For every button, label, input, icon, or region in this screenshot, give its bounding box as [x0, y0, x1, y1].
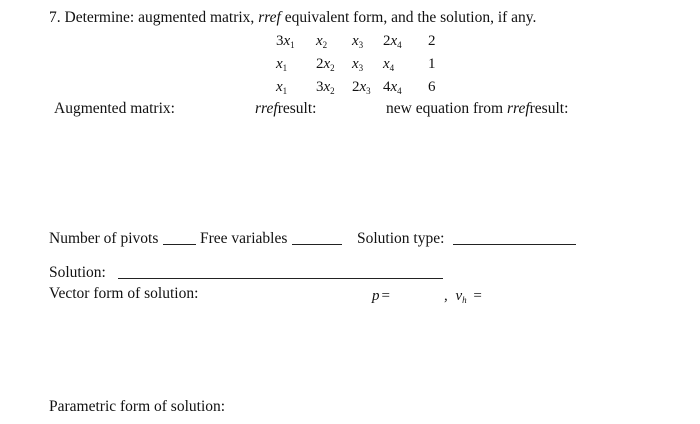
solution-type-label: Solution type: [357, 230, 445, 247]
parametric-form-label: Parametric form of solution: [49, 398, 226, 415]
term-variable: x [359, 79, 367, 95]
new-equation-suffix: result: [529, 100, 569, 117]
term-variable: x [352, 33, 359, 49]
solution-blank[interactable] [118, 278, 443, 279]
augmented-matrix-label: Augmented matrix: [54, 100, 175, 117]
term-subscript: 1 [282, 86, 288, 96]
new-equation-label [386, 100, 568, 118]
term-subscript: 1 [290, 40, 295, 50]
rref-result-italic: rref [255, 100, 278, 117]
p-equals [372, 287, 390, 305]
equation-term [316, 55, 335, 77]
term-coefficient: 2 [352, 79, 360, 95]
term-coefficient: 4 [383, 79, 391, 95]
pivots-blank[interactable] [163, 244, 196, 245]
vector-form-label: Vector form of solution: [49, 285, 199, 302]
term-variable: x [352, 56, 359, 72]
vh-symbol: v [455, 288, 463, 304]
pivots-label: Number of pivots [49, 230, 159, 247]
term-subscript: 3 [358, 63, 364, 73]
free-variables-label: Free variables [200, 230, 288, 247]
term-variable: x [276, 79, 283, 95]
term-subscript: 4 [397, 40, 402, 50]
term-variable: x [323, 79, 331, 95]
term-variable: x [283, 33, 291, 49]
vh-equals-sign: = [473, 288, 482, 304]
equation-term [383, 78, 402, 100]
equation-term [383, 32, 402, 54]
equation-term [276, 32, 295, 54]
term-variable: x [390, 33, 398, 49]
equation-term [352, 55, 363, 77]
term-variable: x [390, 79, 398, 95]
equation-rhs: 1 [428, 56, 436, 72]
term-subscript: 4 [389, 63, 395, 73]
equation-term [383, 55, 394, 77]
question-title [49, 9, 536, 27]
equation-term [276, 78, 287, 100]
solution-label: Solution: [49, 264, 106, 281]
term-subscript: 4 [397, 86, 402, 96]
question-suffix: equivalent form, and the solution, if any. [284, 9, 537, 26]
vh-subscript: h [462, 295, 467, 305]
rref-result-text: result: [277, 100, 317, 117]
term-coefficient: 2 [383, 33, 391, 49]
rref-result-label [255, 100, 316, 118]
equation-term [316, 78, 335, 100]
term-subscript: 3 [366, 86, 371, 96]
new-equation-prefix: new equation from [386, 100, 504, 117]
term-subscript: 2 [330, 86, 335, 96]
equation-term [352, 78, 371, 100]
equation-rhs: 2 [428, 33, 436, 49]
question-prefix: Determine: augmented matrix, [64, 9, 255, 26]
question-number: 7. [49, 9, 61, 26]
equation-term [352, 32, 363, 54]
equation-term [316, 32, 327, 54]
free-variables-blank[interactable] [292, 244, 342, 245]
vh-equals [444, 287, 482, 309]
solution-type-blank[interactable] [453, 244, 576, 245]
term-variable: x [383, 56, 390, 72]
term-coefficient: 3 [316, 79, 324, 95]
term-subscript: 2 [330, 63, 335, 73]
term-coefficient: 2 [316, 56, 324, 72]
p-equals-sign: = [381, 288, 390, 304]
p-symbol: p [372, 288, 380, 304]
term-variable: x [316, 33, 323, 49]
new-equation-rref: rref [506, 100, 530, 117]
term-subscript: 3 [358, 40, 364, 50]
term-variable: x [323, 56, 331, 72]
term-variable: x [276, 56, 283, 72]
term-coefficient: 3 [276, 33, 284, 49]
equation-rhs: 6 [428, 79, 436, 95]
term-subscript: 1 [282, 63, 288, 73]
equation-term [276, 55, 287, 77]
question-rref: rref [258, 9, 281, 26]
term-subscript: 2 [322, 40, 328, 50]
vh-comma: , [444, 288, 448, 304]
